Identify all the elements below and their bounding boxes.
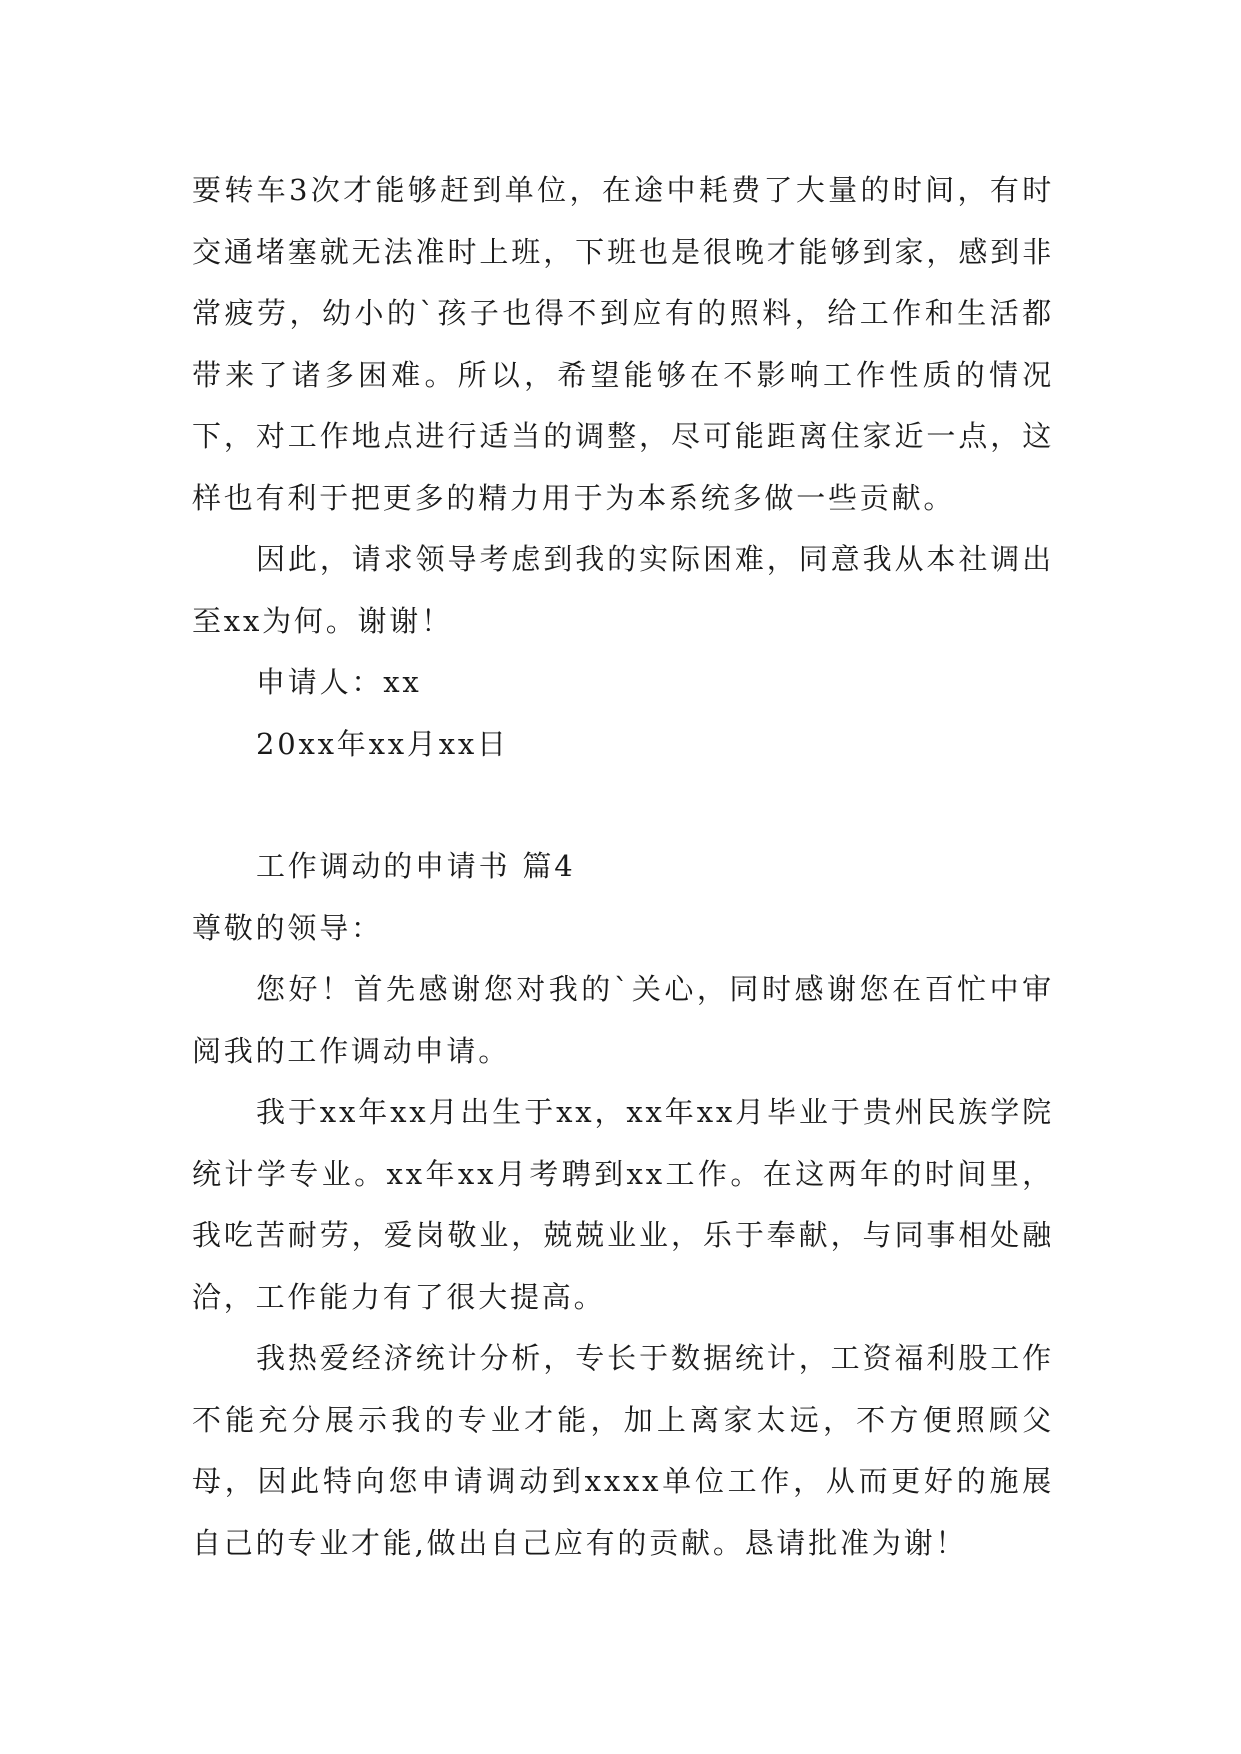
applicant-line: 申请人：xx — [256, 665, 422, 699]
paragraph-background: 我于xx年xx月出生于xx，xx年xx月毕业于贵州民族学院统计学专业。xx年xx月考聘到xx工作。在这两年的时间里，我吃苦耐劳，爱岗敬业，兢兢业业，乐于奉献，与同事相处融洽，工作能力有了很大提高。 — [192, 1095, 1054, 1314]
paragraph-greeting: 您好！首先感谢您对我的`关心，同时感谢您在百忙中审阅我的工作调动申请。 — [192, 972, 1054, 1068]
paragraph-commute-difficulty: 要转车3次才能够赶到单位，在途中耗费了大量的时间，有时交通堵塞就无法准时上班，下班也是很晚才能够到家，感到非常疲劳，幼小的`孩子也得不到应有的照料，给工作和生活都带来了诸多困难。所以，希望能够在不影响工作性质的情况下，对工作地点进行适当的调整，尽可能距离住家近一点，这样也有利于把更多的精力用于为本系统多做一些贡献。 — [192, 173, 1054, 515]
paragraph-transfer-request: 我热爱经济统计分析，专长于数据统计，工资福利股工作不能充分展示我的专业才能，加上离家太远，不方便照顾父母，因此特向您申请调动到xxxx单位工作，从而更好的施展自己的专业才能,做出自己应有的贡献。恳请批准为谢！ — [192, 1341, 1054, 1560]
salutation: 尊敬的领导： — [192, 910, 383, 945]
paragraph-request: 因此，请求领导考虑到我的实际困难，同意我从本社调出至xx为何。谢谢！ — [192, 542, 1054, 638]
section-title: 工作调动的申请书 篇4 — [256, 849, 576, 883]
section-spacer — [192, 775, 1054, 836]
date-line: 20xx年xx月xx日 — [256, 726, 509, 761]
document-body — [192, 160, 1054, 1574]
